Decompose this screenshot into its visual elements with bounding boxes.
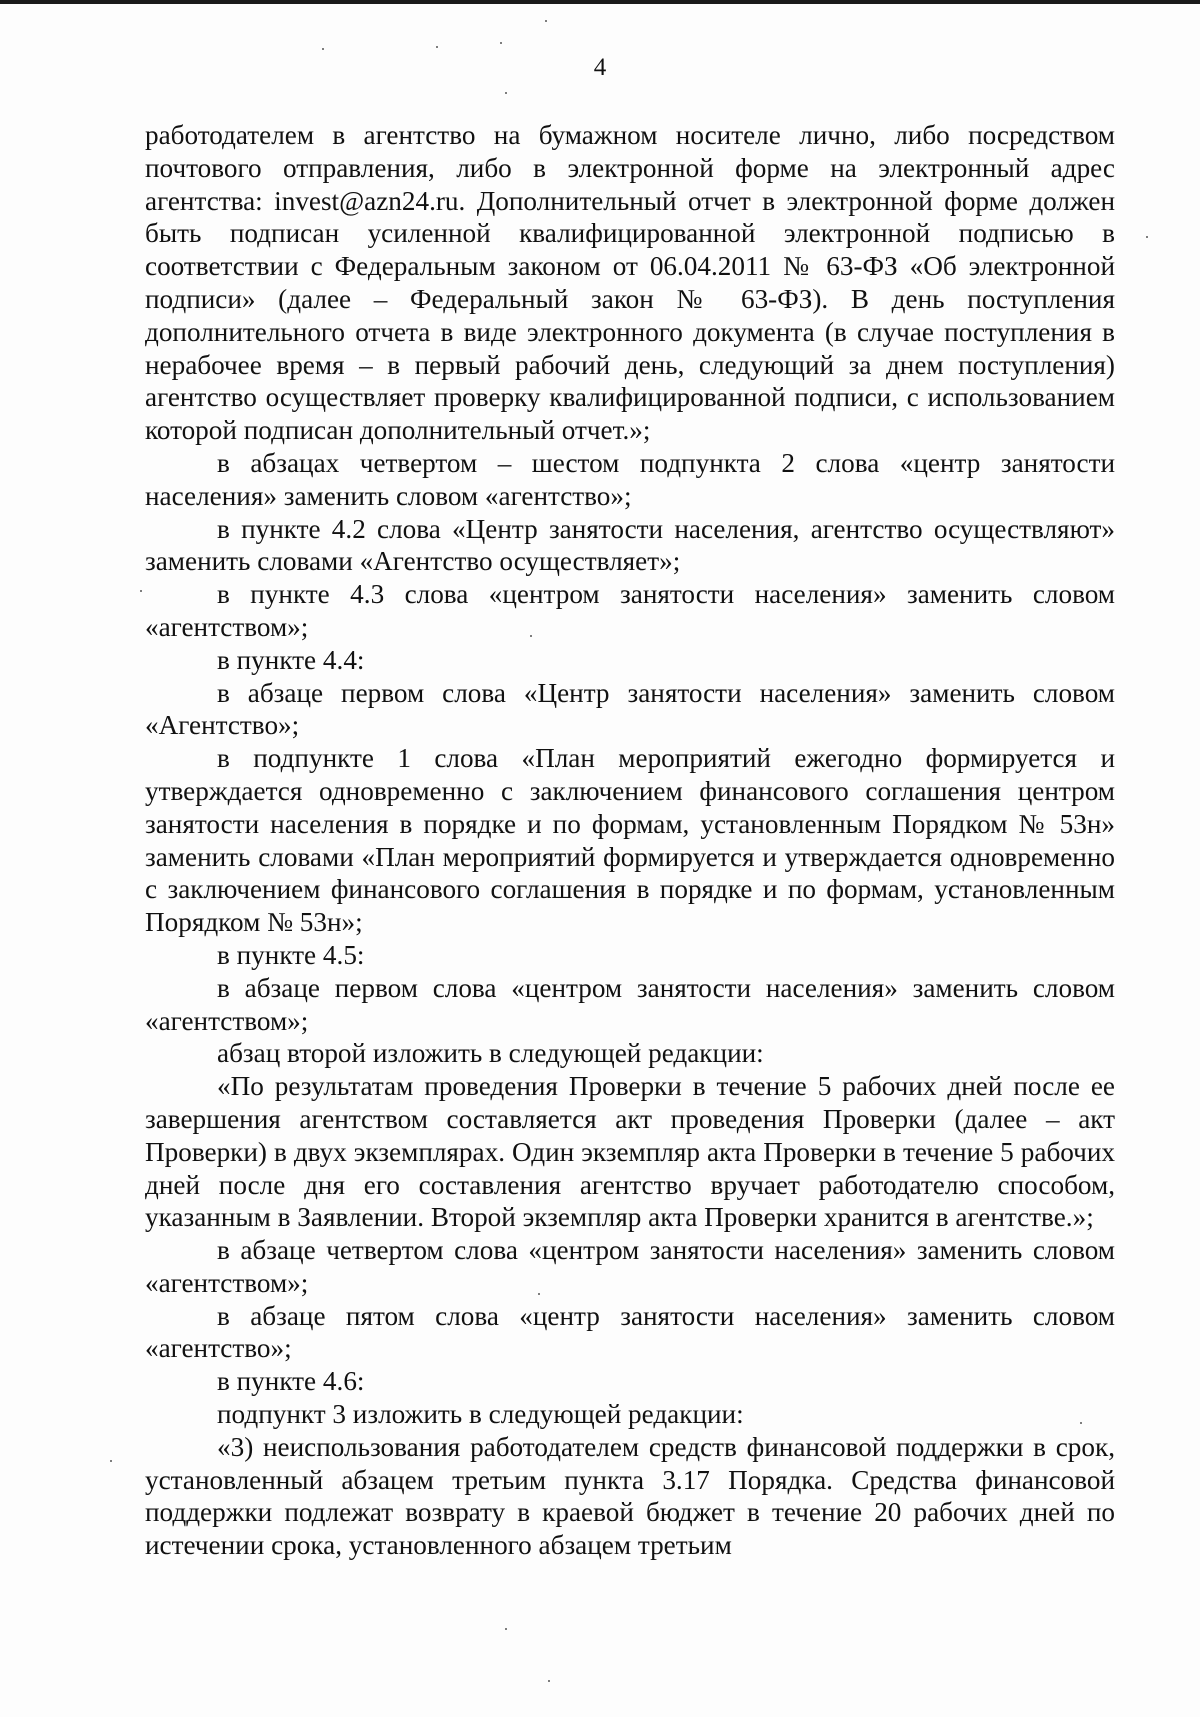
paragraph: в абзаце первом слова «центром занятости населения» заменить словом «агентством»; xyxy=(145,972,1115,1036)
scan-speck xyxy=(545,20,547,22)
scan-speck xyxy=(1080,1422,1082,1424)
paragraph: подпункт 3 изложить в следующей редакции: xyxy=(217,1399,744,1430)
paragraph: в абзацах четвертом – шестом подпункта 2 слова «центр занятости населения» заменить словом «агентство»; xyxy=(145,447,1115,511)
paragraph: в пункте 4.6: xyxy=(217,1366,365,1397)
document-body xyxy=(145,119,1115,1562)
paragraph: абзац второй изложить в следующей редакции: xyxy=(217,1038,764,1069)
scan-speck xyxy=(322,48,324,50)
scan-speck xyxy=(110,1460,112,1462)
paragraph: «По результатам проведения Проверки в течение 5 рабочих дней после ее завершения агентством составляется акт проведения Проверки (далее – акт Проверки) в двух экземплярах. Один экземпляр акта Проверки в течение 5 рабочих дней после дня его составления агентство вручает работодателю способом, указанным в Заявлении. Второй экземпляр акта Проверки хранится в агентстве.»; xyxy=(145,1071,1115,1233)
paragraph: в пункте 4.5: xyxy=(217,939,365,970)
paragraph: в пункте 4.2 слова «Центр занятости населения, агентство осуществляют» заменить словами «Агентство осуществляет»; xyxy=(145,513,1115,577)
page-number: 4 xyxy=(593,54,607,81)
paragraph: в абзаце четвертом слова «центром занятости населения» заменить словом «агентством»; xyxy=(145,1235,1115,1298)
paragraph: в пункте 4.4: xyxy=(217,644,365,675)
paragraph: «3) неиспользования работодателем средств финансовой поддержки в срок, установленный абзацем третьим пункта 3.17 Порядка. Средства финансовой поддержки подлежат возврату в краевой бюджет в течение 20 рабочих дней по истечении срока, установленного абзацем третьим xyxy=(145,1431,1115,1561)
scan-speck xyxy=(505,1628,507,1630)
scan-speck xyxy=(1146,236,1148,238)
paragraph: в пункте 4.3 слова «центром занятости населения» заменить словом «агентством»; xyxy=(145,579,1115,642)
scan-speck xyxy=(538,1293,540,1295)
scan-speck xyxy=(548,1680,550,1682)
scan-speck xyxy=(500,42,502,44)
scan-speck xyxy=(505,92,507,94)
scan-speck xyxy=(436,46,438,48)
paragraph: в подпункте 1 слова «План мероприятий ежегодно формируется и утверждается одновременно с заключением финансового соглашения центром занятости населения в порядке и по формам, установленным Порядком № 53н» заменить словами «План мероприятий формируется и утверждается одновременно с заключением финансового соглашения в порядке и по формам, установленным Порядком № 53н»; xyxy=(145,743,1115,938)
scan-speck xyxy=(140,590,142,592)
scan-edge-rule xyxy=(0,0,1200,4)
paragraph: в абзаце первом слова «Центр занятости населения» заменить словом «Агентство»; xyxy=(145,677,1115,741)
paragraph-continuation: работодателем в агентство на бумажном носителе лично, либо посредством почтового отправления, либо в электронной форме на электронный адрес агентства: invest@azn24.ru. Дополнительный отчет в электронной форме должен быть подписан усиленной квалифицированной электронной подписью в соответствии с Федеральным законом от 06.04.2011 № 63-ФЗ «Об электронной подписи» (далее – Федеральный закон № 63-ФЗ). В день поступления дополнительного отчета в виде электронного документа (в случае поступления в нерабочее время – в первый рабочий день, следующий за днем поступления) агентство осуществляет проверку квалифицированной подписи, с использованием которой подписан дополнительный отчет.»; xyxy=(145,120,1115,446)
paragraph: в абзаце пятом слова «центр занятости населения» заменить словом «агентство»; xyxy=(145,1300,1115,1364)
scan-speck xyxy=(530,635,532,637)
